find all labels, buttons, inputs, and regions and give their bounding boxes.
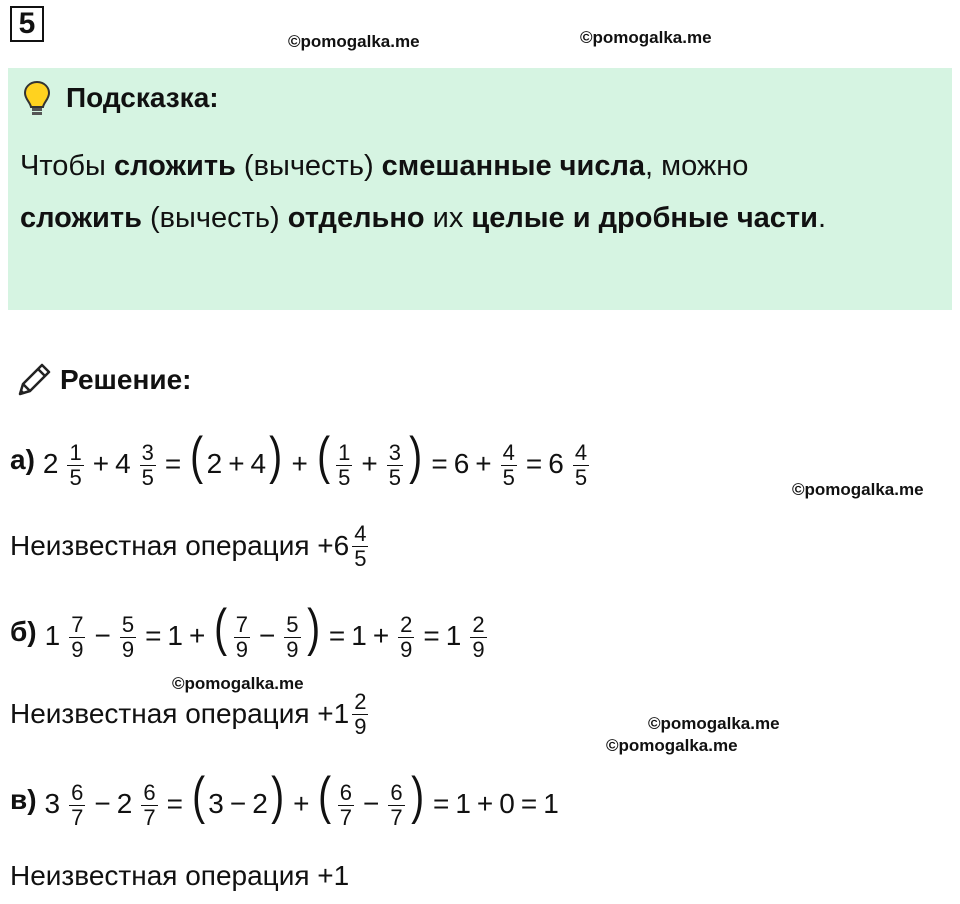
- fraction: $\frac{5}{9}$: [286, 612, 299, 663]
- equation-c-math: 3 $\frac{6}{7}$ − 2 $\frac{6}{7}$ = ( 3 − 2) + ( $\frac{6}{7}$ − $\frac{6}{7}$ ) = 1 + 0 = 1: [44, 766, 559, 831]
- fraction: $\frac{2}{9}$: [472, 612, 485, 663]
- watermark: ©pomogalka.me: [648, 714, 780, 733]
- fraction: $\frac{1}{5}$: [338, 440, 351, 491]
- equation-b-math: 1 $\frac{7}{9}$ − $\frac{5}{9}$ = 1 + ( $\frac{7}{9}$ − $\frac{5}{9}$ ) = 1 + $\frac{2}{9}$ = 1 $\frac{2}{9}$: [44, 598, 485, 663]
- watermark: ©pomogalka.me: [606, 736, 738, 755]
- part-label: а): [10, 444, 35, 475]
- equation-a: [10, 426, 598, 491]
- fraction: $\frac{2}{9}$: [400, 612, 413, 663]
- hint-line-1: Чтобы сложить (вычесть) смешанные числа, можно: [20, 150, 749, 182]
- unknown-operation-a: Неизвестная операция +6 $\frac{4}{5}$: [10, 520, 367, 571]
- hint-line-2: сложить (вычесть) отдельно их целые и дробные части.: [20, 202, 827, 234]
- fraction: $\frac{2}{9}$: [354, 688, 367, 739]
- unknown-operation-c: Неизвестная операция +1: [10, 860, 350, 891]
- fraction: $\frac{4}{5}$: [574, 440, 588, 491]
- unknown-operation-b: Неизвестная операция +1 $\frac{2}{9}$: [10, 688, 367, 739]
- equation-c: [10, 766, 565, 831]
- fraction: $\frac{6}{7}$: [339, 780, 353, 831]
- watermark: ©pomogalka.me: [288, 32, 420, 51]
- fraction: $\frac{4}{5}$: [502, 440, 515, 491]
- pencil-icon: [14, 360, 54, 400]
- fraction: $\frac{6}{7}$: [390, 780, 403, 831]
- part-label: б): [10, 616, 37, 647]
- solution-title: Решение:: [60, 364, 192, 395]
- equation-b: [10, 598, 496, 663]
- fraction: $\frac{6}{7}$: [71, 780, 84, 831]
- watermark: ©pomogalka.me: [792, 480, 924, 499]
- fraction: $\frac{7}{9}$: [235, 612, 248, 663]
- fraction: $\frac{1}{5}$: [69, 440, 82, 491]
- part-label: в): [10, 784, 37, 815]
- fraction: $\frac{3}{5}$: [141, 440, 154, 491]
- watermark: ©pomogalka.me: [580, 28, 712, 47]
- fraction: $\frac{5}{9}$: [121, 612, 135, 663]
- fraction: $\frac{6}{7}$: [143, 780, 156, 831]
- fraction: $\frac{3}{5}$: [388, 440, 401, 491]
- task-number: 5: [10, 6, 44, 42]
- hint-title: Подсказка:: [66, 82, 219, 113]
- lightbulb-icon: [22, 80, 52, 118]
- fraction: $\frac{4}{5}$: [354, 520, 367, 571]
- fraction: $\frac{7}{9}$: [71, 612, 84, 663]
- watermark: ©pomogalka.me: [172, 674, 304, 693]
- equation-a-math: 2 $\frac{1}{5}$ + 4 $\frac{3}{5}$ = ( 2 + 4) + ( $\frac{1}{5}$ + $\frac{3}{5}$ ) = 6 + $\frac{4}{5}$ = 6 $\frac{4}{5}$: [42, 426, 588, 491]
